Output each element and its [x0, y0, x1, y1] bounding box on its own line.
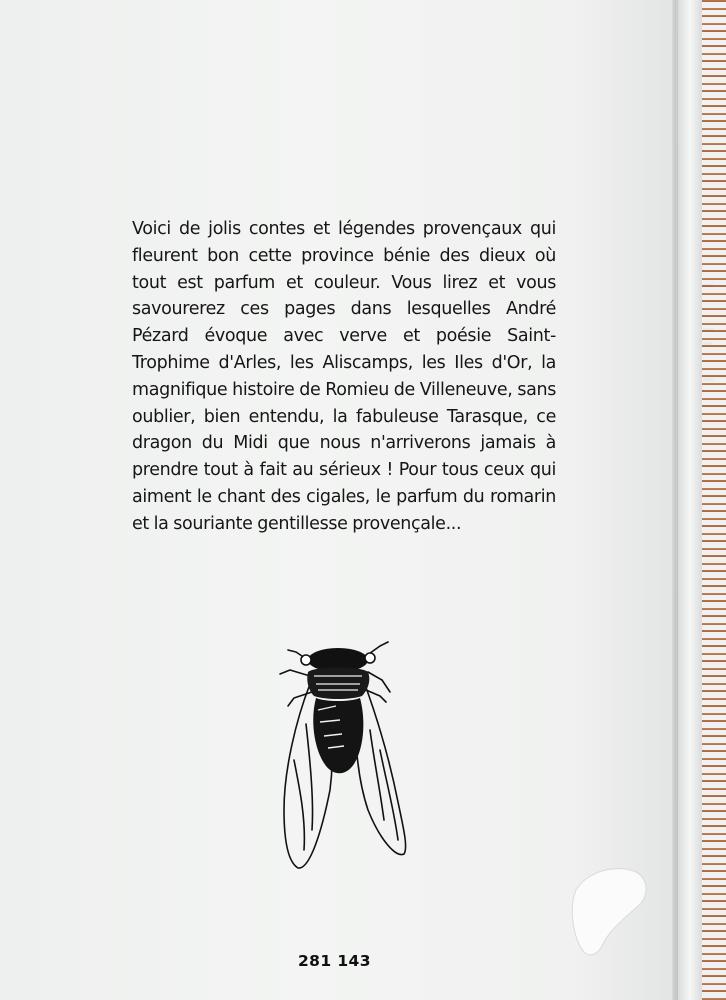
- book-spine: [678, 0, 702, 1000]
- cover-wear-mark: [566, 862, 652, 962]
- back-cover-blurb: Voici de jolis contes et légendes provençaux qui fleurent bon cette province bénie des dieux où tout est parfum et couleur. Vous lirez et vous savourerez ces pages dans lesquelles André Pézard évoque avec verve et poésie Saint-Trophime d'Arles, les Aliscamps, les Iles d'Or, la magnifique histoire de Romieu de Villeneuve, sans oublier, bien entendu, la fabuleuse Tarasque, ce dragon du Midi que nous n'arriverons jamais à prendre tout à fait au sérieux ! Pour tous ceux qui aiment le chant des cigales, le parfum du romarin et la souriante gentillesse provençale...: [132, 219, 556, 534]
- catalog-number: 281 143: [298, 952, 371, 970]
- page-edges: [702, 0, 726, 1000]
- cicada-icon: [270, 640, 412, 872]
